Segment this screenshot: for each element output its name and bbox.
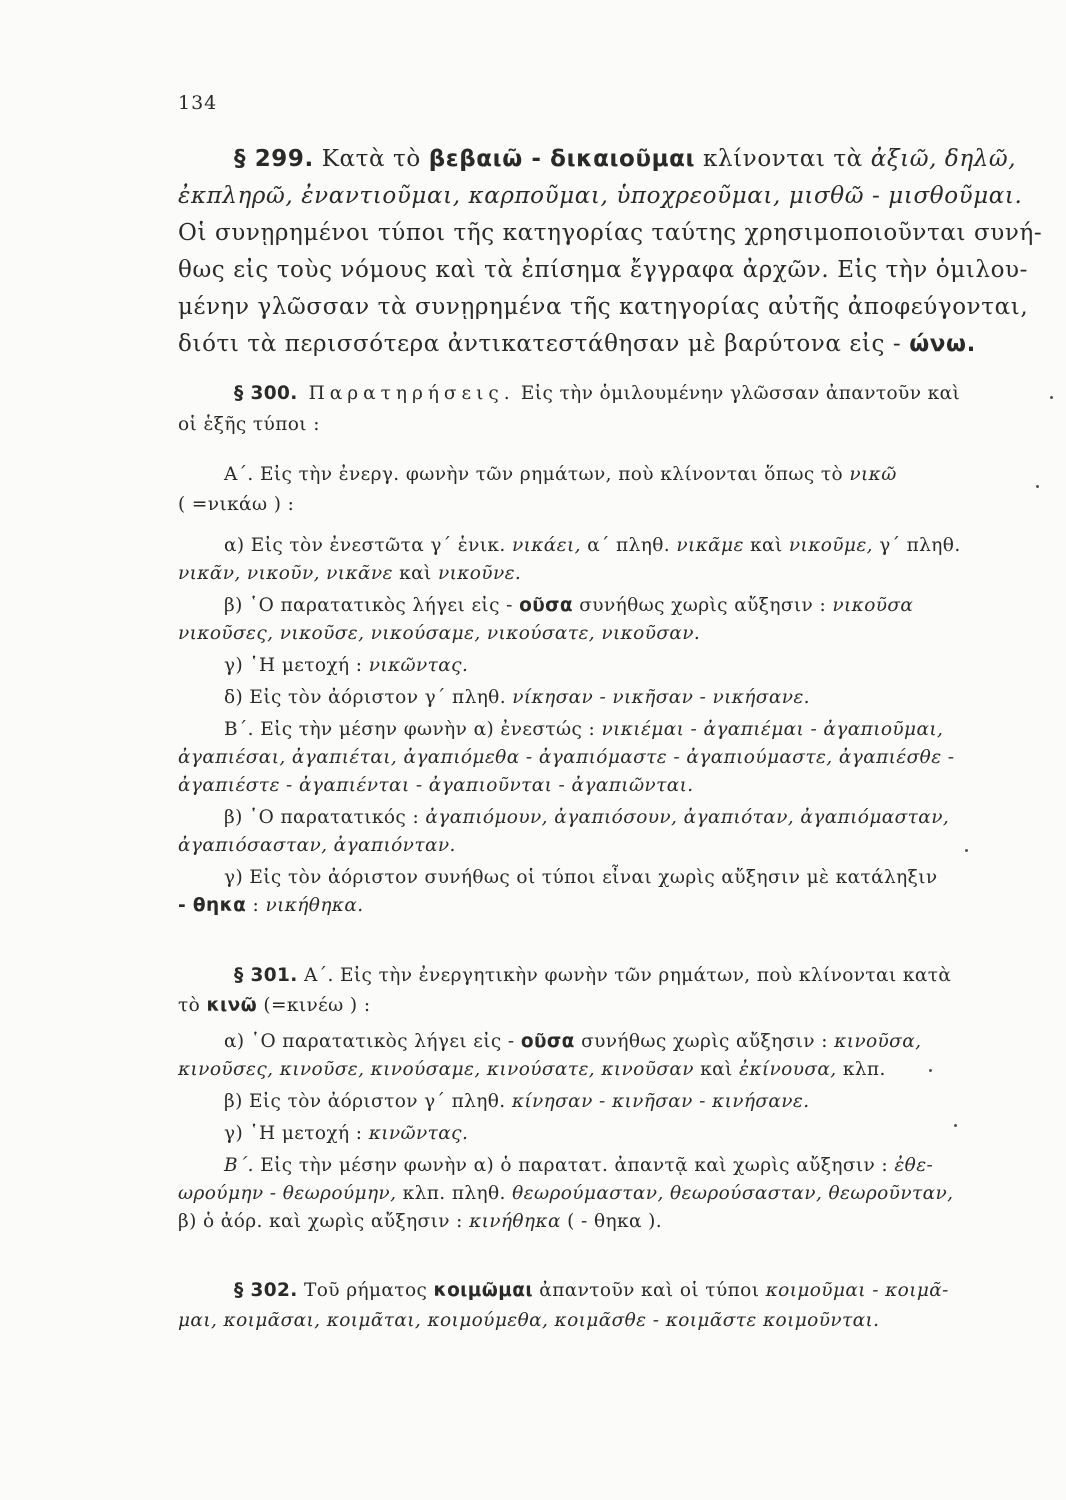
paragraph-line: β) ὁ ἀόρ. καὶ χωρὶς αὔξησιν : κινήθηκα ( - θηκα ). (178, 1211, 663, 1232)
paragraph-line: γ) ῾Η μετοχή : νικῶντας. (224, 655, 469, 676)
paragraph-line: κινοῦσες, κινοῦσε, κινούσαμε, κινούσατε, κινοῦσαν καὶ ἐκίνουσα, κλπ. (178, 1059, 886, 1080)
paragraph-line: ἀγαπιέσαι, ἀγαπιέται, ἀγαπιόμεθα - ἀγαπιόμαστε - ἀγαπιούμαστε, ἀγαπιέσθε - (178, 747, 955, 768)
scan-speck (1036, 485, 1039, 488)
section-number: § 301. (234, 965, 298, 986)
section-number: § 300. (234, 383, 298, 404)
paragraph-line: § 301. Α΄. Εἰς τὴν ἐνεργητικὴν φωνὴν τῶν ρημάτων, ποὺ κλίνονται κατὰ (234, 965, 952, 986)
paragraph-line: θως εἰς τοὺς νόμους καὶ τὰ ἐπίσημα ἔγγραφα ἀρχῶν. Εἰς τὴν ὁμιλου- (178, 257, 1028, 283)
bold-term: οῦσα (519, 595, 573, 616)
paragraph-line: νικᾶν, νικοῦν, νικᾶνε καὶ νικοῦνε. (178, 563, 522, 584)
paragraph-line: ἐκπληρῶ, ἐναντιοῦμαι, καρποῦμαι, ὑποχρεοῦμαι, μισθῶ - μισθοῦμαι. (178, 183, 1023, 209)
paragraph-line: Οἱ συνῃρημένοι τύποι τῆς κατηγορίας ταύτης χρησιμοποιοῦνται συνή- (178, 220, 1043, 246)
paragraph-line: § 299. Κατὰ τὸ βεβαιῶ - δικαιοῦμαι κλίνονται τὰ ἀξιῶ, δηλῶ, (234, 146, 1017, 172)
paragraph-line: § 300. Παρατηρήσεις. Εἰς τὴν ὁμιλουμένην γλῶσσαν ἀπαντοῦν καὶ (234, 383, 961, 404)
paragraph-line: - θηκα : νικήθηκα. (178, 895, 364, 916)
paragraph-line: ἀγαπιέστε - ἀγαπιένται - ἀγαπιοῦνται - ἀγαπιῶνται. (178, 775, 694, 796)
paragraph-line: β) ῾Ο παρατατικός : ἀγαπιόμουν, ἀγαπιόσουν, ἀγαπιόταν, ἀγαπιόμασταν, (224, 807, 950, 828)
paragraph-line: Α΄. Εἰς τὴν ἐνεργ. φωνὴν τῶν ρημάτων, ποὺ κλίνονται ὅπως τὸ νικῶ (224, 464, 897, 485)
page-number: 134 (178, 92, 218, 114)
paragraph-line: μένην γλῶσσαν τὰ συνῃρημένα τῆς κατηγορίας αὐτῆς ἀποφεύγονται, (178, 294, 1029, 320)
paragraph-line: β) Εἰς τὸν ἀόριστον γ΄ πληθ. κίνησαν - κινῆσαν - κινήσανε. (224, 1091, 810, 1112)
scan-speck (929, 1069, 932, 1072)
paragraph-line: δ) Εἰς τὸν ἀόριστον γ΄ πληθ. νίκησαν - νικῆσαν - νικήσανε. (224, 687, 810, 708)
paragraph-line: Β΄. Εἰς τὴν μέσην φωνὴν α) ὁ παρατατ. ἀπαντᾷ καὶ χωρὶς αὔξησιν : ἐθε- (224, 1155, 934, 1176)
scan-speck (954, 1124, 957, 1127)
scan-speck (1050, 396, 1053, 399)
section-number: § 299. (234, 146, 314, 172)
paragraph-line: τὸ κινῶ (=κινέω ) : (178, 995, 371, 1016)
paragraph-line: ἀγαπιόσασταν, ἀγαπιόνταν. (178, 835, 456, 856)
paragraph-line: ( =νικάω ) : (178, 494, 295, 515)
bold-term: ώνω. (909, 331, 976, 357)
paragraph-line: § 302. Τοῦ ρήματος κοιμῶμαι ἀπαντοῦν καὶ οἱ τύποι κοιμοῦμαι - κοιμᾶ- (234, 1280, 949, 1301)
bold-term: βεβαιῶ - δικαιοῦμαι (428, 146, 696, 172)
bold-term: κινῶ (206, 995, 258, 1016)
section-number: § 302. (234, 1280, 298, 1301)
paragraph-line: α) Εἰς τὸν ἐνεστῶτα γ΄ ἑνικ. νικάει, α΄ πληθ. νικᾶμε καὶ νικοῦμε, γ΄ πληθ. (224, 535, 961, 556)
paragraph-line: γ) ῾Η μετοχή : κινῶντας. (224, 1123, 469, 1144)
bold-term: κοιμῶμαι (433, 1280, 534, 1301)
paragraph-line: οἱ ἑξῆς τύποι : (178, 414, 320, 435)
paragraph-line: β) ῾Ο παρατατικὸς λήγει εἰς - οῦσα συνήθως χωρὶς αὔξησιν : νικοῦσα (224, 595, 914, 616)
paragraph-line: γ) Εἰς τὸν ἀόριστον συνήθως οἱ τύποι εἶναι χωρὶς αὔξησιν μὲ κατάληξιν (224, 867, 938, 888)
paragraph-line: ωρούμην - θεωρούμην, κλπ. πληθ. θεωρούμασταν, θεωρούσασταν, θεωροῦνταν, (178, 1183, 954, 1204)
bold-term: - θηκα (178, 895, 247, 916)
scan-speck (965, 849, 968, 852)
paragraph-line: νικοῦσες, νικοῦσε, νικούσαμε, νικούσατε, νικοῦσαν. (178, 623, 701, 644)
paragraph-line: μαι, κοιμᾶσαι, κοιμᾶται, κοιμούμεθα, κοιμᾶσθε - κοιμᾶστε κοιμοῦνται. (178, 1310, 880, 1331)
paragraph-line: διότι τὰ περισσότερα ἀντικατεστάθησαν μὲ βαρύτονα εἰς - ώνω. (178, 331, 976, 357)
bold-term: οῦσα (520, 1031, 575, 1052)
paragraph-line: Β΄. Εἰς τὴν μέσην φωνὴν α) ἐνεστώς : νικιέμαι - ἀγαπιέμαι - ἀγαπιοῦμαι, (224, 719, 944, 740)
paragraph-line: α) ῾Ο παρατατικὸς λήγει εἰς - οῦσα συνήθως χωρὶς αὔξησιν : κινοῦσα, (224, 1031, 922, 1052)
